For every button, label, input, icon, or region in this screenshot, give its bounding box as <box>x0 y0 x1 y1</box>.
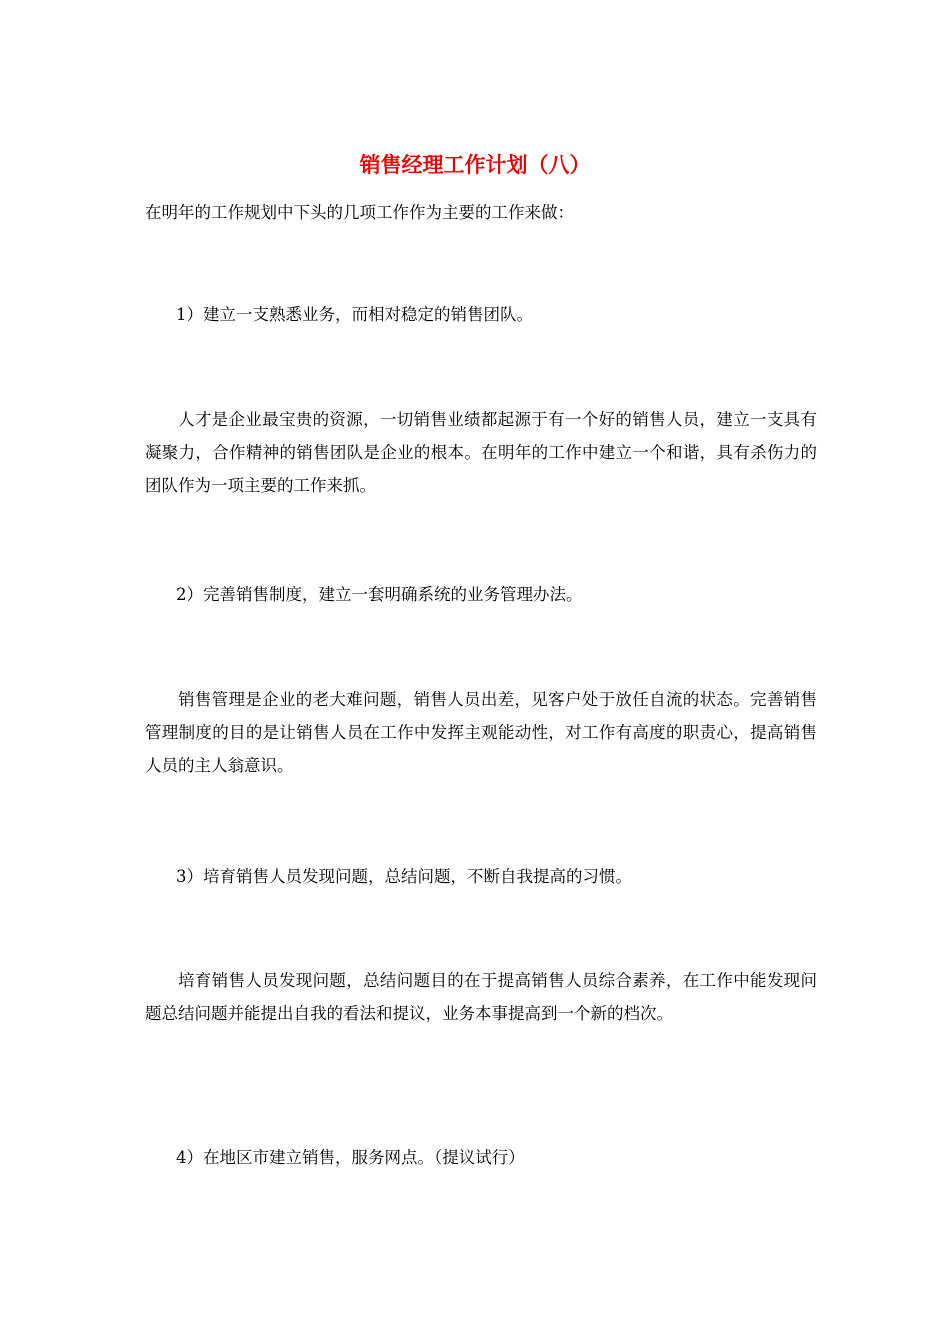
section-2-body: 销售管理是企业的老大难问题，销售人员出差，见客户处于放任自流的状态。完善销售管理制度的目的是让销售人员在工作中发挥主观能动性，对工作有高度的职责心，提高销售人员的主人翁意识。 <box>145 690 817 775</box>
section-2-heading: 2）完善销售制度，建立一套明确系统的业务管理办法。 <box>176 585 583 604</box>
section-4-heading: 4）在地区市建立销售，服务网点。（提议试行） <box>176 1148 525 1167</box>
section-1-heading: 1）建立一支熟悉业务，而相对稳定的销售团队。 <box>176 305 533 324</box>
section-1-body: 人才是企业最宝贵的资源，一切销售业绩都起源于有一个好的销售人员，建立一支具有凝聚力，合作精神的销售团队是企业的根本。在明年的工作中建立一个和谐，具有杀伤力的团队作为一项主要的工作来抓。 <box>145 410 817 495</box>
section-3-body: 培育销售人员发现问题，总结问题目的在于提高销售人员综合素养，在工作中能发现问题总结问题并能提出自我的看法和提议，业务本事提高到一个新的档次。 <box>145 971 817 1023</box>
document-title: 销售经理工作计划（八） <box>359 152 591 177</box>
section-3-heading: 3）培育销售人员发现问题，总结问题，不断自我提高的习惯。 <box>176 867 632 886</box>
intro-text: 在明年的工作规划中下头的几项工作作为主要的工作来做： <box>145 203 574 222</box>
